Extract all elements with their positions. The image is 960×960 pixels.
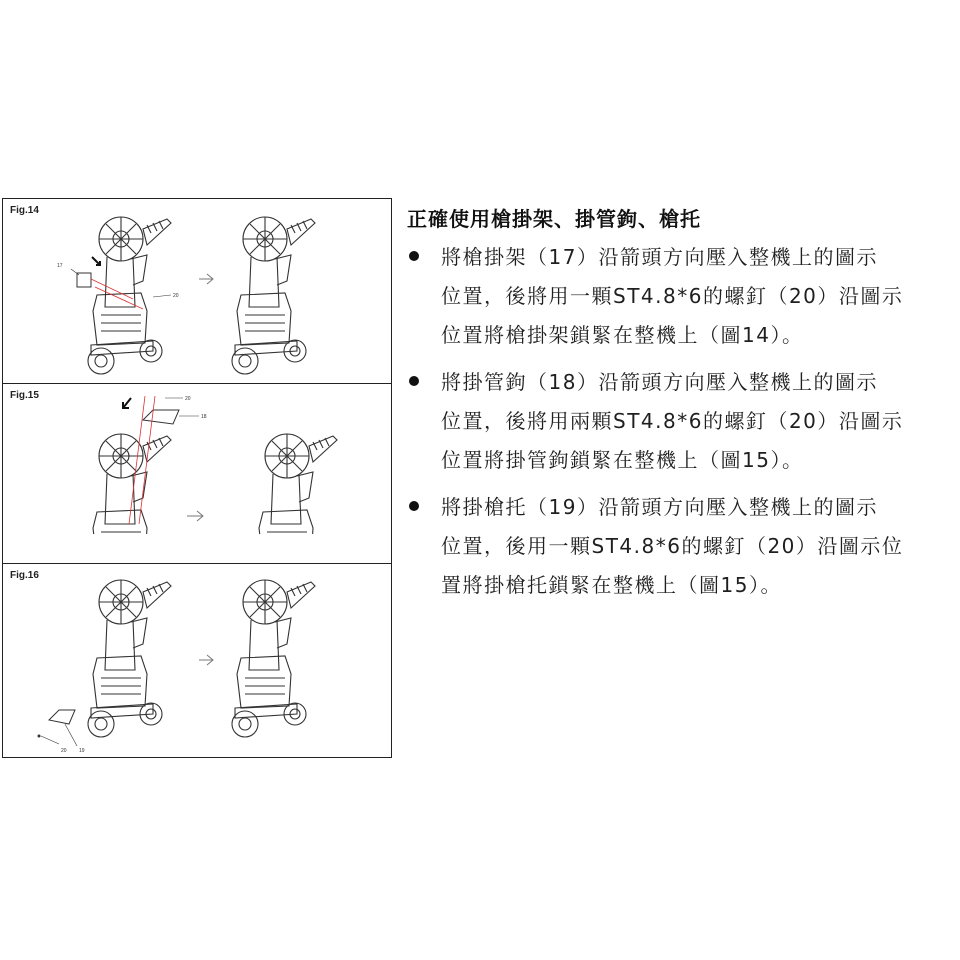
figure-14-drawing <box>3 199 391 383</box>
part-number: 20 <box>173 293 179 299</box>
figure-16-drawing <box>3 564 391 760</box>
figure-panel <box>2 198 392 758</box>
figure-16 <box>3 563 391 759</box>
step-line: 位置將槍掛架鎖緊在整機上（圖14）。 <box>441 323 804 347</box>
bullet-icon <box>409 376 419 386</box>
figure-label: Fig.16 <box>10 570 39 581</box>
bullet-icon <box>409 251 419 261</box>
step-line: 位置，後將用一顆ST4.8*6的螺釘（20）沿圖示 <box>441 284 904 308</box>
step-line: 將槍掛架（17）沿箭頭方向壓入整機上的圖示 <box>441 245 878 269</box>
part-number: 19 <box>79 748 85 754</box>
step-line: 置將掛槍托鎖緊在整機上（圖15）。 <box>441 573 782 597</box>
step-item <box>405 488 955 605</box>
figure-label: Fig.15 <box>10 390 39 401</box>
step-line: 位置，後用一顆ST4.8*6的螺釘（20）沿圖示位 <box>441 534 904 558</box>
step-line: 位置，後將用兩顆ST4.8*6的螺釘（20）沿圖示 <box>441 409 904 433</box>
section-heading: 正確使用槍掛架、掛管鉤、槍托 <box>407 207 701 231</box>
part-number: 18 <box>201 414 207 420</box>
part-number: 20 <box>185 396 191 402</box>
bullet-icon <box>409 501 419 511</box>
step-item <box>405 363 955 480</box>
step-item <box>405 238 955 355</box>
instruction-text <box>405 203 955 613</box>
part-number: 17 <box>57 263 63 269</box>
step-line: 將掛管鉤（18）沿箭頭方向壓入整機上的圖示 <box>441 370 878 394</box>
figure-15-drawing <box>3 384 391 564</box>
figure-label: Fig.14 <box>10 205 39 216</box>
part-number: 20 <box>61 748 67 754</box>
step-line: 位置將掛管鉤鎖緊在整機上（圖15）。 <box>441 448 804 472</box>
step-line: 將掛槍托（19）沿箭頭方向壓入整機上的圖示 <box>441 495 878 519</box>
figure-14 <box>3 199 391 383</box>
figure-15 <box>3 383 391 563</box>
